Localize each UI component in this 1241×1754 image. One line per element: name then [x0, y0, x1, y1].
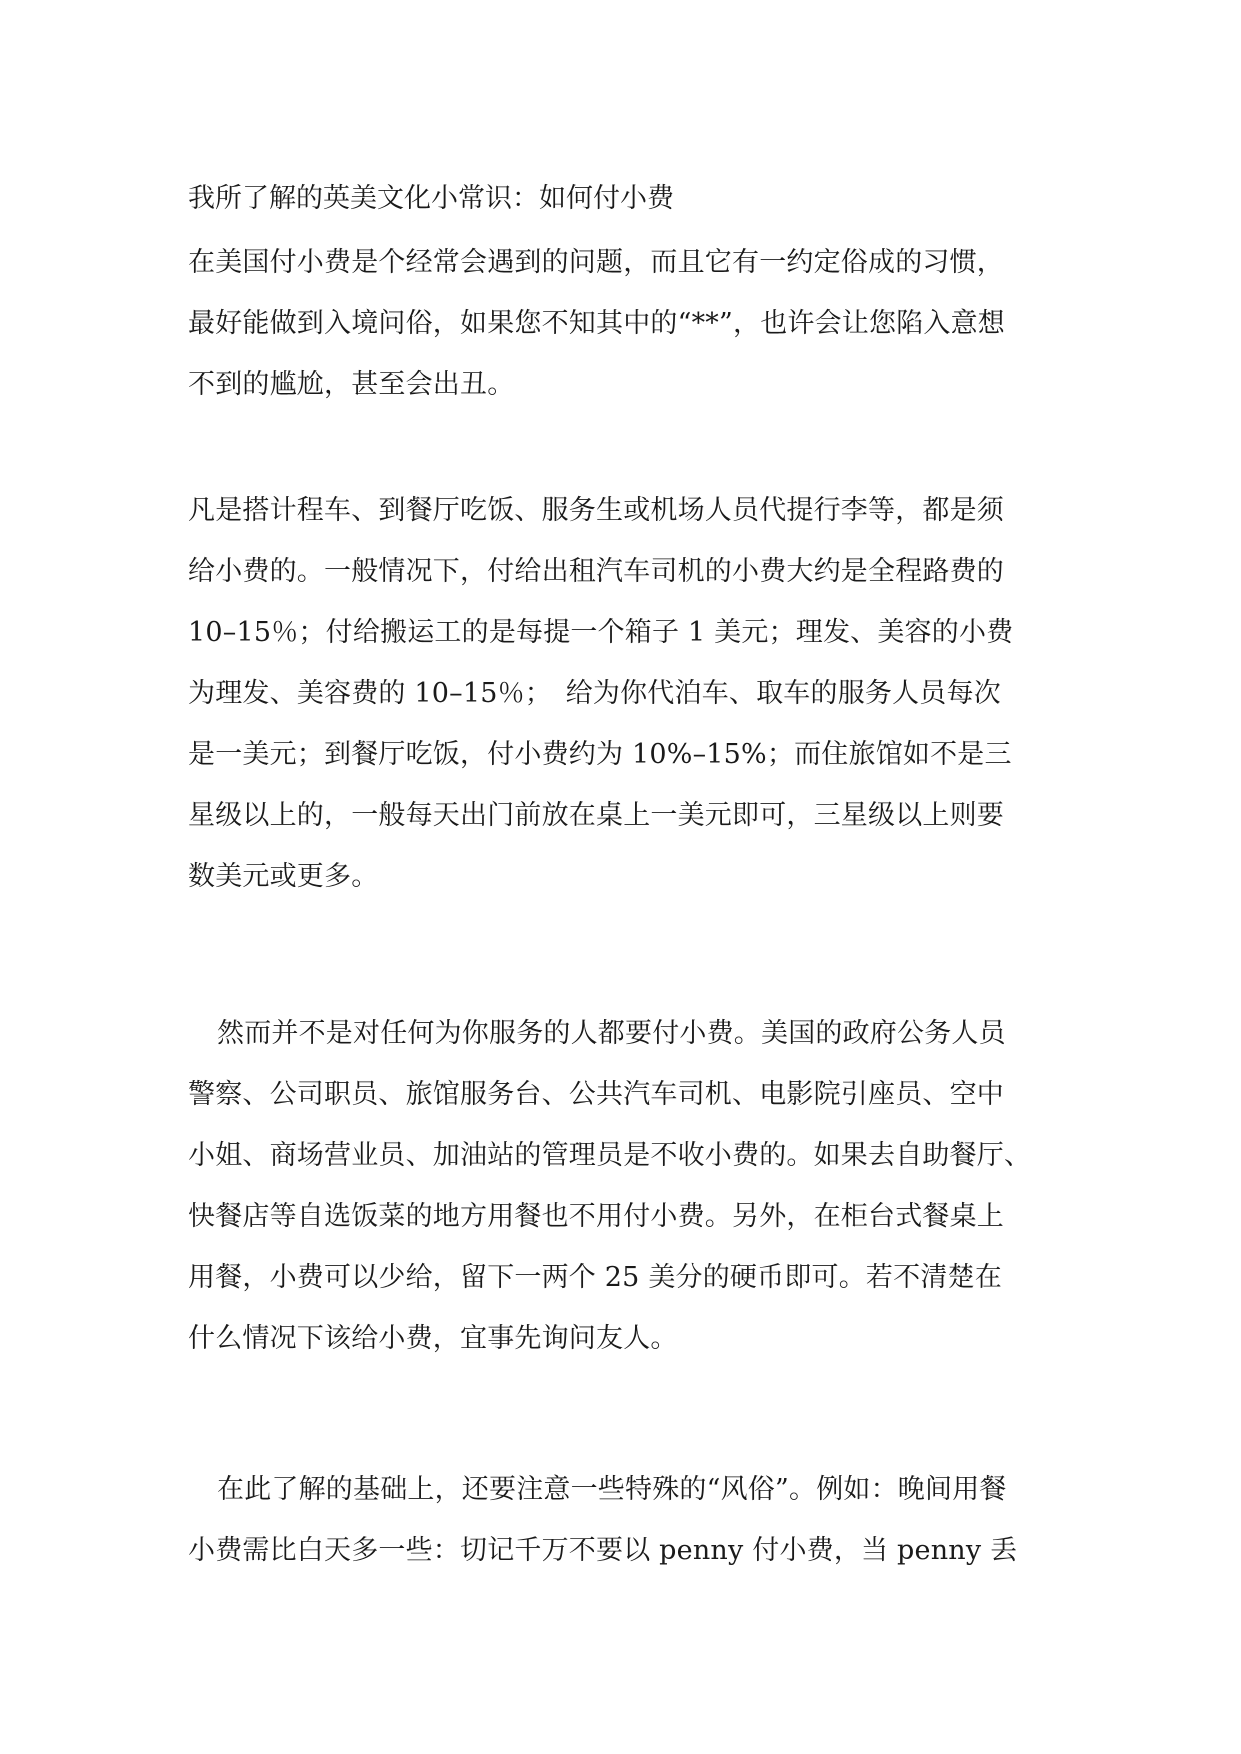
text-line: 警察、公司职员、旅馆服务台、公共汽车司机、电影院引座员、空中: [188, 1079, 1004, 1110]
paragraph-tip-amounts: [188, 480, 1068, 907]
text-line: 星级以上的，一般每天出门前放在桌上一美元即可，三星级以上则要: [188, 800, 1004, 831]
text-line: 然而并不是对任何为你服务的人都要付小费。美国的政府公务人员: [217, 1018, 1006, 1049]
paragraph-intro: [188, 232, 1068, 415]
text-line: 数美元或更多。: [188, 861, 379, 892]
text-line: 不到的尴尬，甚至会出丑。: [188, 369, 515, 400]
text-line: 给小费的。一般情况下，付给出租汽车司机的小费大约是全程路费的: [188, 556, 1004, 587]
text-line: 凡是搭计程车、到餐厅吃饭、服务生或机场人员代提行李等，都是须: [188, 495, 1004, 526]
text-line: 快餐店等自选饭菜的地方用餐也不用付小费。另外，在柜台式餐桌上: [188, 1201, 1004, 1232]
paragraph-special-customs: [188, 1459, 1068, 1581]
text-line: 最好能做到入境问俗，如果您不知其中的“**”，也许会让您陷入意想: [188, 308, 1006, 339]
text-line: 什么情况下该给小费，宜事先询问友人。: [188, 1323, 678, 1354]
text-line: 小费需比白天多一些：切记千万不要以 penny 付小费，当 penny 丢: [188, 1535, 1018, 1566]
paragraph-no-tip: [188, 1003, 1068, 1369]
text-line: 用餐，小费可以少给，留下一两个 25 美分的硬币即可。若不清楚在: [188, 1262, 1002, 1293]
document-title: 我所了解的英美文化小常识：如何付小费: [188, 183, 674, 214]
text-line: 在美国付小费是个经常会遇到的问题，而且它有一约定俗成的习惯，: [188, 247, 1004, 278]
text-line: 10–15％；付给搬运工的是每提一个箱子 1 美元；理发、美容的小费: [188, 617, 1014, 648]
text-line: 小姐、商场营业员、加油站的管理员是不收小费的。如果去自助餐厅、: [188, 1140, 1032, 1171]
text-line: 为理发、美容费的 10–15％； 给为你代泊车、取车的服务人员每次: [188, 678, 1001, 709]
text-line: 是一美元；到餐厅吃饭，付小费约为 10%–15%；而住旅馆如不是三: [188, 739, 1012, 770]
text-line: 在此了解的基础上，还要注意一些特殊的“风俗”。例如：晚间用餐: [217, 1474, 1007, 1505]
